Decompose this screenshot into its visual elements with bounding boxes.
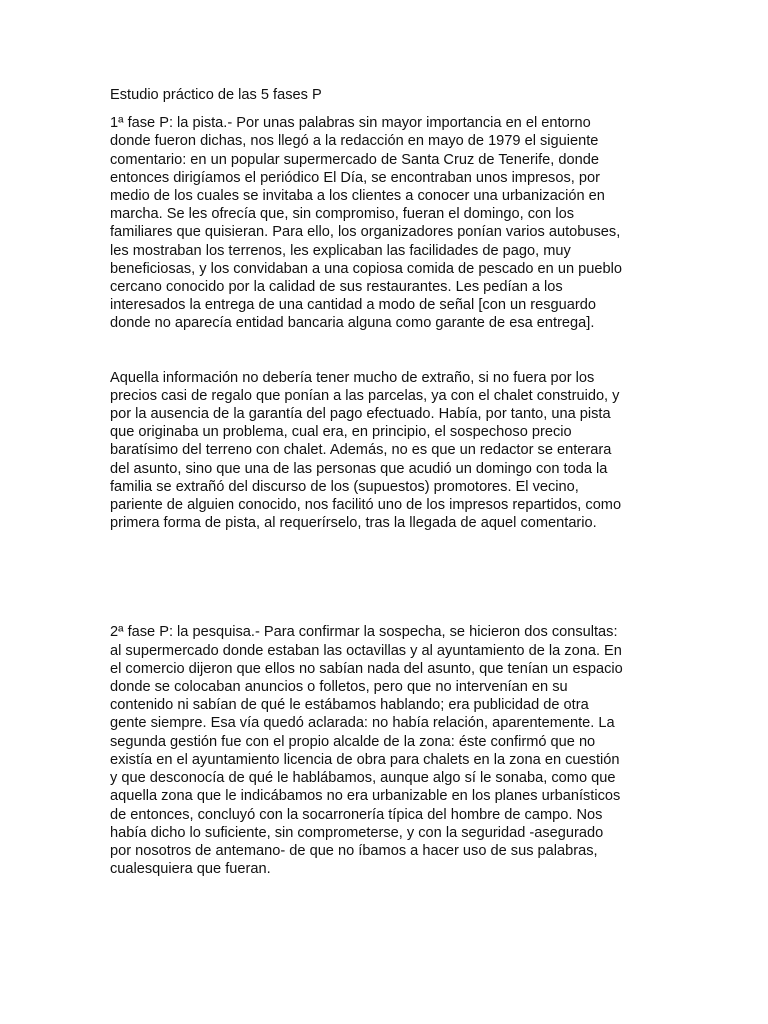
text-line: medio de los cuales se invitaba a los clientes a conocer una urbanización en — [110, 188, 605, 205]
paragraph-fase-1 — [110, 114, 655, 332]
text-line: Aquella información no debería tener mucho de extraño, si no fuera por los — [110, 369, 595, 386]
text-line: pariente de alguien conocido, nos facilitó uno de los impresos repartidos, como — [110, 497, 622, 514]
text-line: donde fueron dichas, nos llegó a la redacción en mayo de 1979 el siguiente — [110, 133, 599, 150]
document-title: Estudio práctico de las 5 fases P — [110, 87, 322, 103]
text-line: del asunto, sino que una de las personas que acudió un domingo con toda la — [110, 460, 608, 477]
text-line: al supermercado donde estaban las octavillas y al ayuntamiento de la zona. En — [110, 642, 622, 659]
text-line: les mostraban los terrenos, les explicaban las facilidades de pago, muy — [110, 242, 571, 259]
text-line: cualesquiera que fueran. — [110, 861, 271, 878]
text-line: el comercio dijeron que ellos no sabían nada del asunto, que tenían un espacio — [110, 660, 623, 677]
text-line: 2ª fase P: la pesquisa.- Para confirmar la sospecha, se hicieron dos consultas: — [110, 624, 618, 641]
text-line: interesados la entrega de una cantidad a modo de señal [con un resguardo — [110, 297, 596, 314]
text-line: donde no aparecía entidad bancaria alguna como garante de esa entrega]. — [110, 315, 595, 332]
text-line: beneficiosas, y los convidaban a una copiosa comida de pescado en un pueblo — [110, 260, 622, 277]
text-line: marcha. Se les ofrecía que, sin compromiso, fueran el domingo, con los — [110, 206, 574, 223]
text-line: había dicho lo suficiente, sin comprometerse, y con la seguridad -asegurado — [110, 824, 604, 841]
paragraph-spacer — [110, 333, 655, 369]
text-line: que originaba un problema, cual era, en principio, el sospechoso precio — [110, 424, 572, 441]
text-line: cercano conocido por la calidad de sus restaurantes. Les pedían a los — [110, 279, 563, 296]
text-line: entonces dirigíamos el periódico El Día, se encontraban unos impresos, por — [110, 169, 600, 186]
text-line: por nosotros de antemano- de que no íbamos a hacer uso de sus palabras, — [110, 842, 598, 859]
text-line: y que desconocía de qué le hablábamos, aunque algo sí le sonaba, como que — [110, 770, 616, 787]
paragraph-spacer — [110, 532, 655, 623]
text-line: familia se extrañó del discurso de los (supuestos) promotores. El vecino, — [110, 478, 579, 495]
text-line: aquella zona que le indicábamos no era urbanizable en los planes urbanísticos — [110, 788, 621, 805]
text-line: contenido ni sabían de qué le estábamos hablando; era publicidad de otra — [110, 697, 589, 714]
text-line: baratísimo del terreno con chalet. Además, no es que un redactor se enterara — [110, 442, 612, 459]
text-line: donde se colocaban anuncios o folletos, pero que no intervenían en su — [110, 679, 568, 696]
text-line: comentario: en un popular supermercado de Santa Cruz de Tenerife, donde — [110, 151, 599, 168]
text-line: por la ausencia de la garantía del pago efectuado. Había, por tanto, una pista — [110, 406, 611, 423]
text-line: primera forma de pista, al requerírselo, tras la llegada de aquel comentario. — [110, 515, 597, 532]
text-line: de entonces, concluyó con la socarronería típica del hombre de campo. Nos — [110, 806, 603, 823]
text-line: segunda gestión fue con el propio alcalde de la zona: éste confirmó que no — [110, 733, 596, 750]
document-body — [110, 86, 655, 878]
text-line: existía en el ayuntamiento licencia de obra para chalets en la zona en cuestión — [110, 751, 620, 768]
text-line: familiares que quisieran. Para ello, los organizadores ponían varios autobuses, — [110, 224, 621, 241]
text-line: 1ª fase P: la pista.- Por unas palabras sin mayor importancia en el entorno — [110, 115, 591, 132]
text-line: gente siempre. Esa vía quedó aclarada: no había relación, aparentemente. La — [110, 715, 615, 732]
text-line: precios casi de regalo que ponían a las parcelas, ya con el chalet construido, y — [110, 387, 620, 404]
paragraph-fase-2 — [110, 623, 655, 878]
paragraph-aquella-informacion — [110, 369, 655, 533]
